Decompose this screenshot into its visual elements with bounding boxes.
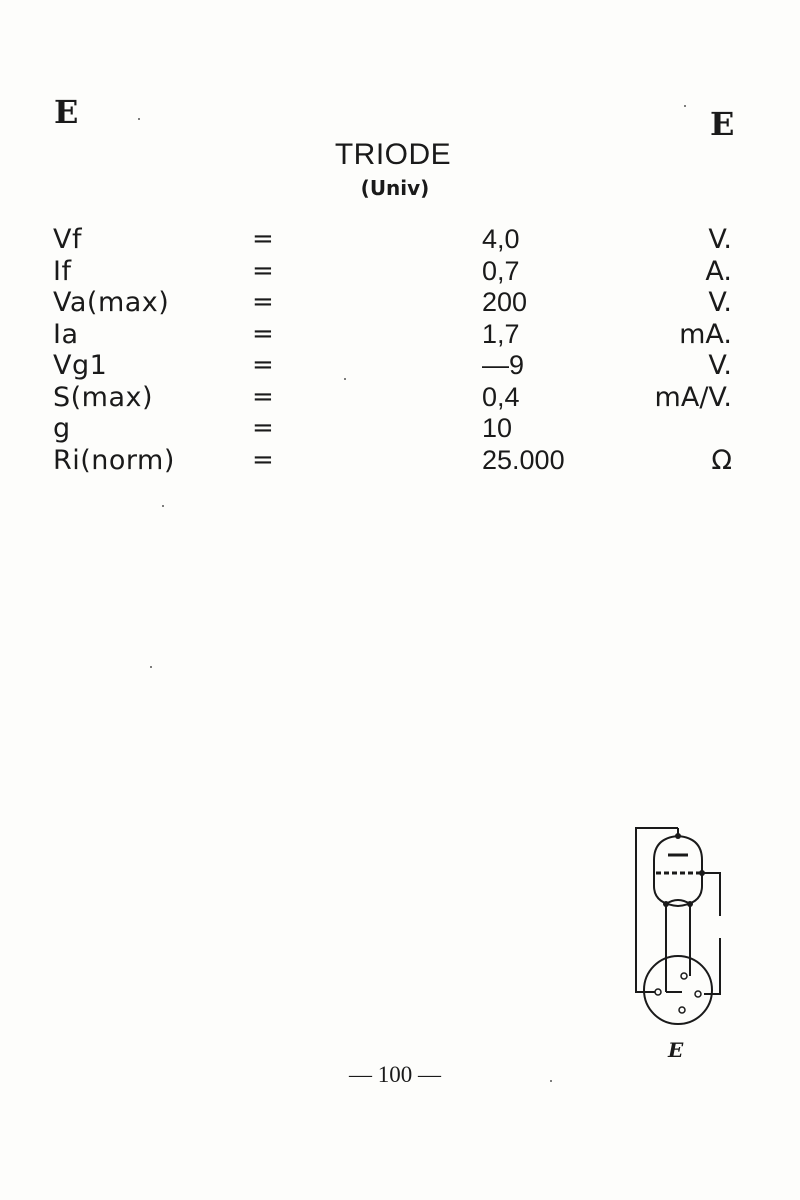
param-value: 25.000 — [482, 444, 565, 475]
param-value: 4,0 — [482, 224, 520, 254]
param-value: 10 — [482, 413, 513, 443]
param-unit: A. — [705, 255, 732, 287]
triode-base-diagram-icon — [626, 820, 726, 1060]
param-name: g — [53, 413, 71, 444]
param-unit: mA. — [679, 318, 732, 350]
equals-sign: = — [252, 318, 274, 349]
schematic-label: E — [668, 1038, 684, 1062]
print-speck — [550, 1080, 552, 1082]
equals-sign: = — [252, 381, 274, 412]
param-name: Ri(norm) — [53, 444, 175, 476]
param-name: If — [53, 255, 72, 287]
param-name: Va(max) — [53, 287, 170, 318]
param-value: 0,7 — [482, 255, 520, 286]
equals-sign: = — [252, 350, 274, 380]
equals-sign: = — [252, 413, 274, 443]
tube-envelope — [654, 836, 702, 906]
filament — [666, 900, 690, 904]
equals-sign: = — [252, 224, 274, 254]
param-value: 0,4 — [482, 381, 520, 412]
spec-row — [0, 256, 800, 288]
spec-row — [0, 382, 800, 414]
print-speck — [150, 666, 152, 668]
corner-mark-left: E — [54, 93, 79, 131]
print-speck — [138, 118, 140, 120]
param-unit: mA/V. — [654, 381, 732, 413]
spec-row — [0, 445, 800, 477]
param-name: S(max) — [53, 381, 154, 413]
spec-row — [0, 350, 800, 382]
spec-row — [0, 319, 800, 351]
param-value: 1,7 — [482, 318, 520, 349]
equals-sign: = — [252, 255, 274, 286]
param-value: 200 — [482, 287, 528, 317]
tube-subtitle: (Univ) — [360, 176, 430, 200]
spec-row — [0, 287, 800, 319]
print-speck — [162, 505, 164, 507]
spec-row — [0, 224, 800, 256]
page-number: — 100 — — [349, 1062, 441, 1087]
param-name: Vf — [53, 224, 82, 255]
param-name: Ia — [53, 318, 79, 350]
param-unit: Ω — [711, 444, 732, 476]
param-value: —9 — [482, 350, 525, 380]
param-unit: V. — [708, 350, 732, 381]
spec-table — [0, 224, 800, 476]
print-speck — [344, 378, 346, 380]
equals-sign: = — [252, 287, 274, 317]
param-unit: V. — [708, 224, 732, 255]
tube-base — [644, 956, 712, 1024]
equals-sign: = — [252, 444, 274, 475]
param-name: Vg1 — [53, 350, 108, 381]
param-unit: V. — [708, 287, 732, 318]
spec-row — [0, 413, 800, 445]
tube-type-title: TRIODE — [334, 138, 452, 171]
print-speck — [684, 105, 686, 107]
corner-mark-right: E — [710, 105, 735, 143]
